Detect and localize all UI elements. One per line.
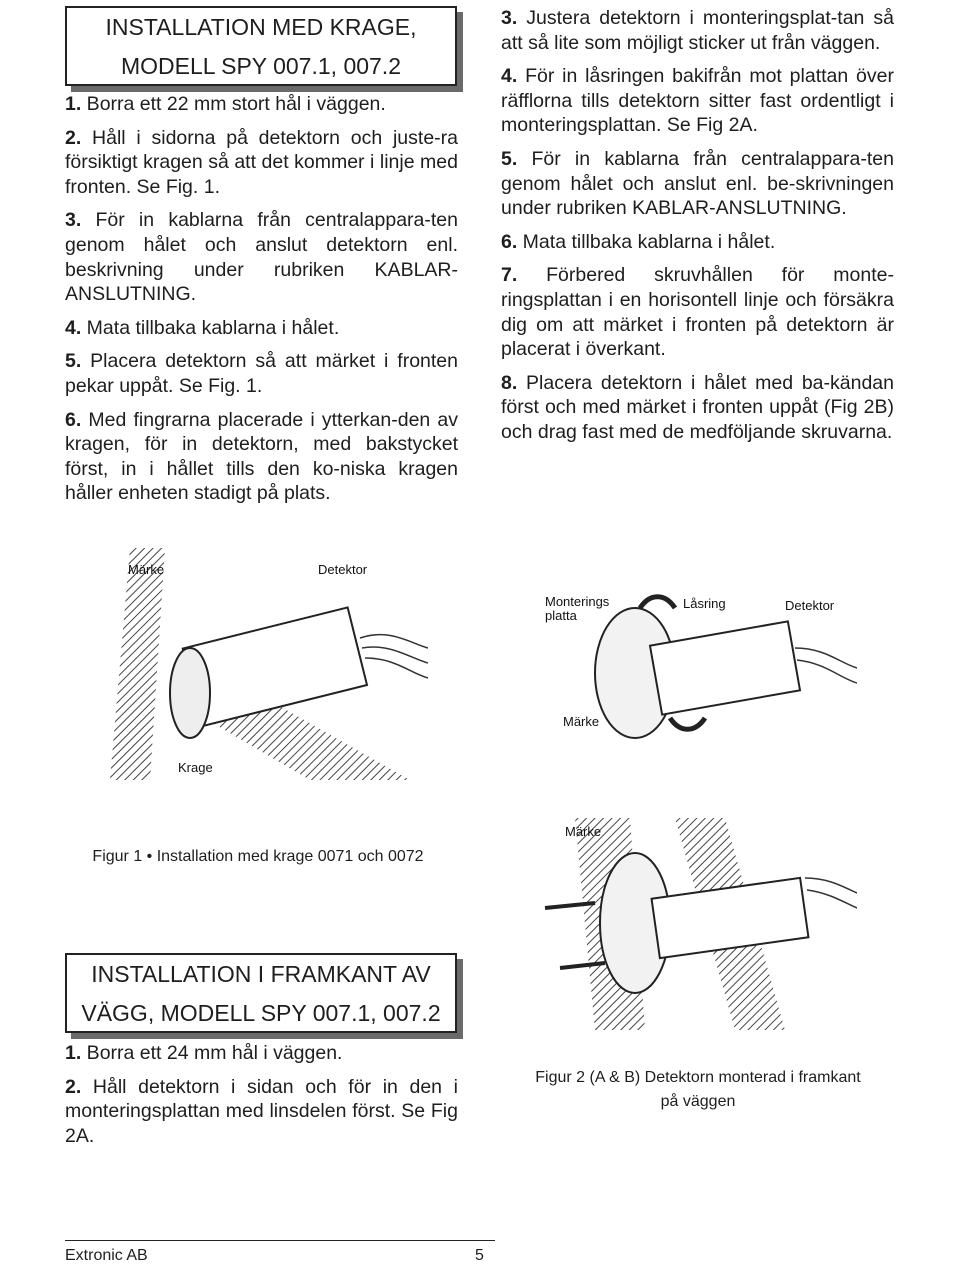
detector-body [650, 621, 800, 714]
section2-heading-line1: INSTALLATION I FRAMKANT AV [91, 961, 431, 987]
step-item [65, 349, 458, 398]
figure2b-illustration [535, 818, 857, 1030]
step-item [501, 64, 894, 138]
step-item [501, 230, 894, 255]
page-footer [65, 1240, 495, 1264]
section2-heading-line2: VÄGG, MODELL SPY 007.1, 007.2 [81, 1000, 441, 1026]
section1-steps [65, 92, 458, 515]
step-number: 5. [501, 147, 518, 170]
figure1-caption: Figur 1 • Installation med krage 0071 och 0072 [92, 848, 424, 865]
footer-company: Extronic AB [65, 1247, 148, 1264]
step-item [65, 1041, 458, 1066]
figure1-drawing [110, 548, 428, 780]
step-number: 4. [501, 65, 518, 88]
step-item [65, 316, 458, 341]
step-item [501, 147, 894, 221]
label-krage: Krage [178, 760, 213, 775]
step-number: 5. [65, 350, 82, 373]
label-marke: Märke [563, 714, 600, 729]
step-number: 6. [501, 230, 518, 253]
cable-wires [795, 648, 857, 683]
cable-wires [805, 878, 857, 908]
step-number: 2. [65, 126, 82, 149]
detector-body [652, 878, 809, 958]
step-item [65, 408, 458, 506]
step-text: Mata tillbaka kablarna i hålet. [81, 316, 340, 339]
label-monteringsplatta: Monterings [545, 594, 610, 609]
step-number: 3. [501, 7, 518, 29]
step-item [501, 263, 894, 361]
section1-heading-line2: MODELL SPY 007.1, 007.2 [120, 53, 401, 79]
step-text: Borra ett 24 mm hål i väggen. [81, 1042, 343, 1064]
label-detektor: Detektor [785, 598, 835, 613]
step-text: Med fingrarna placerade i ytterkan-den av kragen, för in detektorn, med bakstycket först, in i hållet tills den ko-niska kragen håller enheten stadigt på plats. [65, 408, 458, 505]
step-number: 4. [65, 316, 82, 339]
step-number: 2. [65, 1075, 82, 1098]
figure2a-illustration [535, 578, 857, 746]
cable-wires [360, 635, 428, 678]
figure2a-drawing [535, 578, 857, 746]
label-detektor: Detektor [318, 562, 368, 577]
label-marke: Märke [128, 562, 165, 577]
wall-section [110, 548, 165, 780]
footer-page-number: 5 [475, 1247, 484, 1264]
detector-body [183, 607, 367, 726]
step-number: 1. [65, 93, 82, 115]
section1-heading-line1: INSTALLATION MED KRAGE, [105, 14, 417, 40]
step-item [501, 6, 894, 55]
step-text: För in kablarna från centralappara-ten genom hålet och anslut enl. be-skrivningen under rubriken KABLAR-ANSLUTNING. [501, 147, 894, 220]
section2-steps [65, 1041, 458, 1157]
rotation-arrow-icon [670, 718, 705, 729]
step-text: Justera detektorn i monteringsplat-tan så att så lite som möjligt sticker ut från väggen. [501, 7, 894, 54]
step-number: 6. [65, 408, 82, 431]
step-text: Håll i sidorna på detektorn och juste-ra försiktigt kragen så att det kommer i linje med fronten. Se Fig. 1. [65, 126, 458, 198]
step-number: 3. [65, 209, 82, 232]
section2-heading-box [65, 953, 457, 1033]
step-number: 8. [501, 371, 518, 394]
figure2b-drawing [535, 818, 857, 1030]
step-item [65, 126, 458, 200]
collar-ring [170, 648, 210, 738]
figure2-caption-line2: på väggen [660, 1093, 736, 1110]
figure2-caption-line1: Figur 2 (A & B) Detektorn monterad i framkant [535, 1069, 861, 1086]
label-monteringsplatta: platta [545, 608, 577, 623]
step-item [65, 92, 458, 117]
step-number: 7. [501, 264, 518, 287]
step-text: Borra ett 22 mm stort hål i väggen. [81, 93, 386, 115]
step-item [65, 208, 458, 306]
figure2-caption [500, 1066, 896, 1114]
step-text: Förbered skruvhållen för monte-ringsplattan i en horisontell linje och försäkra dig om att märket i fronten på detektorn är placerat i överkant. [501, 264, 894, 361]
rotation-arrow-icon [640, 597, 675, 608]
step-text: Håll detektorn i sidan och för in den i monteringsplattan med linsdelen först. Se Fig 2A. [65, 1075, 458, 1147]
step-text: Placera detektorn i hålet med ba-kändan först och med märket i fronten uppåt (Fig 2B) och drag fast med de medföljande skruvarna. [501, 371, 894, 443]
step-text: Mata tillbaka kablarna i hålet. [517, 230, 776, 253]
figure1-illustration [110, 548, 428, 780]
step-text: Placera detektorn så att märket i fronten pekar uppåt. Se Fig. 1. [65, 350, 458, 397]
section1-continued-steps [501, 6, 894, 454]
label-marke: Märke [565, 824, 602, 839]
label-lasring: Låsring [683, 596, 726, 611]
section1-heading-box [65, 6, 457, 86]
step-text: För in låsringen bakifrån mot plattan över räfflorna tills detektorn sitter fast ordentligt i monteringsplattan. Se Fig 2A. [501, 65, 894, 137]
step-text: För in kablarna från centralappara-ten genom hålet och anslut detektorn enl. beskrivning under rubriken KABLAR-ANSLUTNING. [65, 209, 458, 306]
step-item [501, 371, 894, 445]
step-item [65, 1075, 458, 1149]
step-number: 1. [65, 1042, 82, 1064]
